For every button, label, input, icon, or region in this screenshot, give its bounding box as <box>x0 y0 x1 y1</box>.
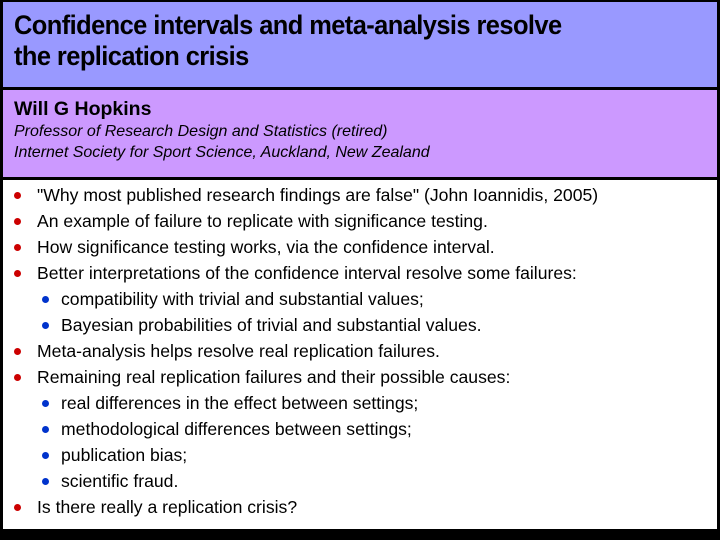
sub-bullet-dot-icon <box>42 452 49 459</box>
bullet-text: Is there really a replication crisis? <box>37 497 298 517</box>
sub-bullet-item <box>3 312 717 338</box>
sub-bullet-item <box>3 442 717 468</box>
sub-bullet-text: methodological differences between settings; <box>61 419 412 439</box>
slide-title-line-1: Confidence intervals and meta-analysis resolve <box>14 10 562 40</box>
bullet-dot-icon <box>14 270 21 277</box>
slide-title-line-2: the replication crisis <box>14 41 249 71</box>
sub-bullet-dot-icon <box>42 426 49 433</box>
bullet-list <box>3 182 717 520</box>
bullet-text: Meta-analysis helps resolve real replication failures. <box>37 341 440 361</box>
bullet-item <box>3 208 717 234</box>
sub-bullet-item <box>3 390 717 416</box>
bullet-text: How significance testing works, via the confidence interval. <box>37 237 495 257</box>
bullet-item <box>3 260 717 286</box>
sub-bullet-item <box>3 468 717 494</box>
content-panel <box>3 180 717 529</box>
author-position: Professor of Research Design and Statistics (retired) <box>14 123 388 140</box>
sub-bullet-item <box>3 416 717 442</box>
author-name: Will G Hopkins <box>14 98 152 120</box>
bullet-dot-icon <box>14 192 21 199</box>
title-panel <box>3 2 717 87</box>
sub-bullet-text: publication bias; <box>61 445 188 465</box>
sub-bullet-item <box>3 286 717 312</box>
bullet-dot-icon <box>14 218 21 225</box>
sub-bullet-dot-icon <box>42 478 49 485</box>
bullet-item <box>3 182 717 208</box>
bullet-item <box>3 338 717 364</box>
author-affiliation: Internet Society for Sport Science, Auckland, New Zealand <box>14 144 430 161</box>
sub-bullet-text: Bayesian probabilities of trivial and substantial values. <box>61 315 482 335</box>
sub-bullet-dot-icon <box>42 322 49 329</box>
bullet-item <box>3 234 717 260</box>
bullet-text: An example of failure to replicate with significance testing. <box>37 211 488 231</box>
bullet-item <box>3 364 717 390</box>
sub-bullet-text: compatibility with trivial and substantial values; <box>61 289 424 309</box>
bullet-dot-icon <box>14 504 21 511</box>
sub-bullet-dot-icon <box>42 400 49 407</box>
bullet-dot-icon <box>14 374 21 381</box>
sub-bullet-text: real differences in the effect between settings; <box>61 393 419 413</box>
bullet-text: "Why most published research findings are false" (John Ioannidis, 2005) <box>37 185 599 205</box>
bullet-dot-icon <box>14 348 21 355</box>
sub-bullet-dot-icon <box>42 296 49 303</box>
bullet-text: Remaining real replication failures and their possible causes: <box>37 367 511 387</box>
bullet-dot-icon <box>14 244 21 251</box>
bullet-text: Better interpretations of the confidence interval resolve some failures: <box>37 263 577 283</box>
author-panel <box>3 90 717 177</box>
bullet-item <box>3 494 717 520</box>
sub-bullet-text: scientific fraud. <box>61 471 179 491</box>
